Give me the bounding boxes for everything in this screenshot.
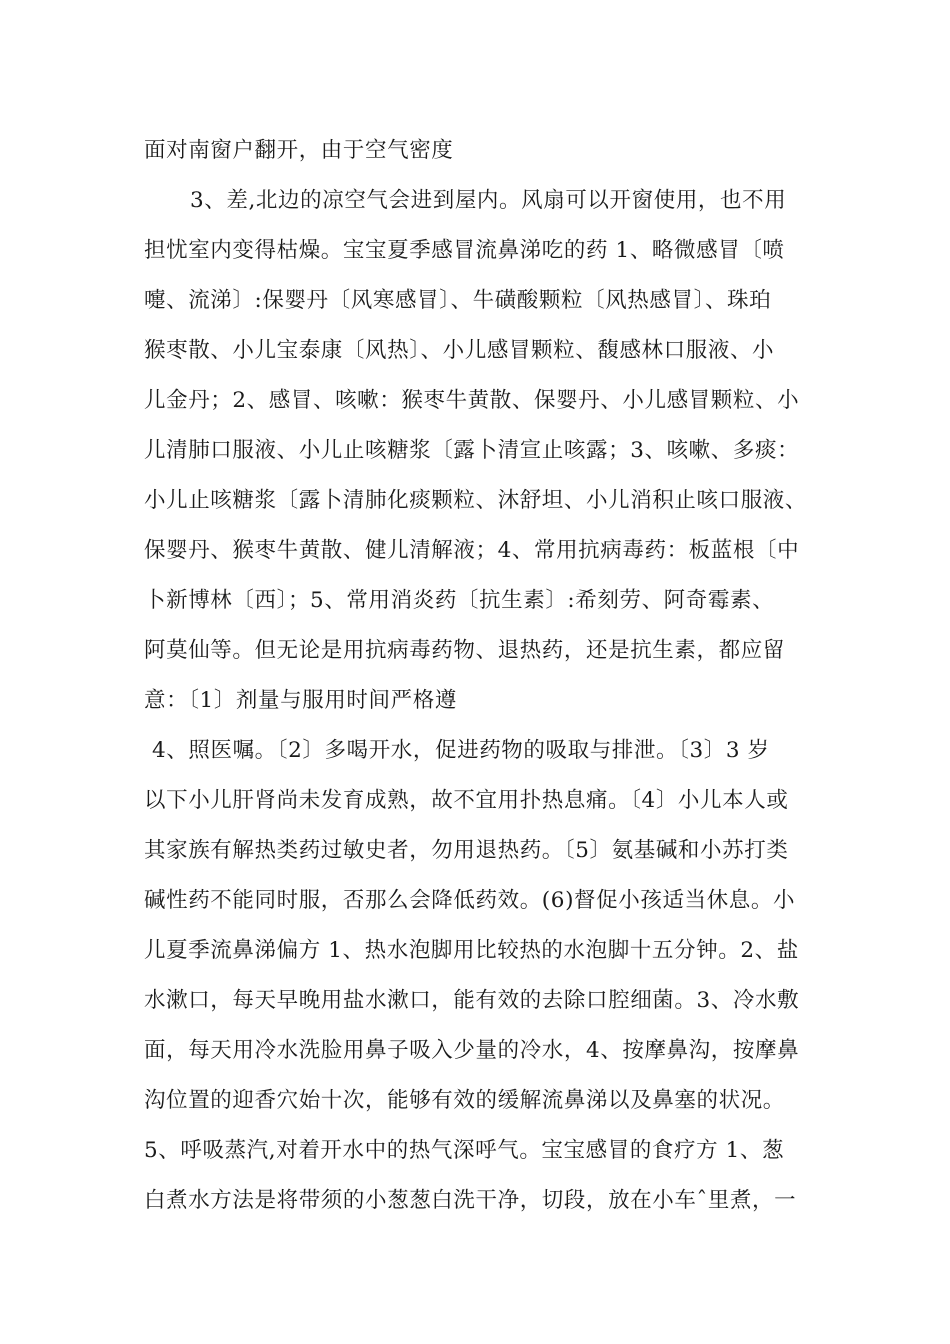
text-line-4: 嚏、流涕〕:保婴丹〔风寒感冒〕、牛磺酸颗粒〔风热感冒〕、珠珀: [144, 288, 772, 313]
text-line-10: 卜新博林〔西〕；5、常用消炎药〔抗生素〕:希刻劳、阿奇霉素、: [144, 588, 775, 613]
text-line-3: 担忧室内变得枯燥。宝宝夏季感冒流鼻涕吃的药 1、略微感冒〔喷: [144, 238, 785, 263]
text-line-17: 儿夏季流鼻涕偏方 1、热水泡脚用比较热的水泡脚十五分钟。2、盐: [144, 938, 799, 963]
text-line-21: 5、呼吸蒸汽,对着开水中的热气深呼气。宝宝感冒的食疗方 1、葱: [144, 1138, 785, 1163]
text-line-22: 白煮水方法是将带须的小葱葱白洗干净，切段，放在小车ˆ里煮，一: [144, 1188, 797, 1213]
text-line-19: 面，每天用冷水洗脸用鼻子吸入少量的冷水，4、按摩鼻沟，按摩鼻: [144, 1038, 800, 1063]
text-line-20: 沟位置的迎香穴始十次，能够有效的缓解流鼻涕以及鼻塞的状况。: [144, 1088, 785, 1113]
text-line-9: 保婴丹、猴枣牛黄散、健儿清解液；4、常用抗病毒药：板蓝根〔中: [144, 538, 800, 563]
text-line-18: 水漱口，每天早晚用盐水漱口，能有效的去除口腔细菌。3、冷水敷: [144, 988, 800, 1013]
text-line-7: 儿清肺口服液、小儿止咳糖浆〔露卜清宣止咳露；3、咳嗽、多痰：: [144, 438, 800, 463]
text-line-8: 小儿止咳糖浆〔露卜清肺化痰颗粒、沐舒坦、小儿消积止咳口服液、: [144, 488, 808, 513]
text-line-6: 儿金丹；2、感冒、咳嗽：猴枣牛黄散、保婴丹、小儿感冒颗粒、小: [144, 388, 800, 413]
text-line-14: 以下小儿肝肾尚未发育成熟，故不宜用扑热息痛。〔4〕小儿本人或: [144, 788, 789, 813]
text-line-12: 意：〔1〕剂量与服用时间严格遵: [144, 688, 457, 713]
text-line-16: 碱性药不能同时服，否那么会降低药效。(6)督促小孩适当休息。小: [144, 888, 796, 913]
text-line-11: 阿莫仙等。但无论是用抗病毒药物、退热药，还是抗生素，都应留: [144, 638, 785, 663]
text-line-2: 3、差,北边的凉空气会进到屋内。风扇可以开窗使用，也不用: [190, 188, 787, 213]
text-line-1: 面对南窗户翻开，由于空气密度: [144, 138, 454, 163]
text-line-13: 4、照医嘱。〔2〕多喝开水，促进药物的吸取与排泄。〔3〕3 岁: [152, 738, 770, 763]
text-line-15: 其家族有解热类药过敏史者，勿用退热药。〔5〕氨基碱和小苏打类: [144, 838, 789, 863]
text-line-5: 猴枣散、小儿宝泰康〔风热〕、小儿感冒颗粒、馥感林口服液、小: [144, 338, 775, 363]
